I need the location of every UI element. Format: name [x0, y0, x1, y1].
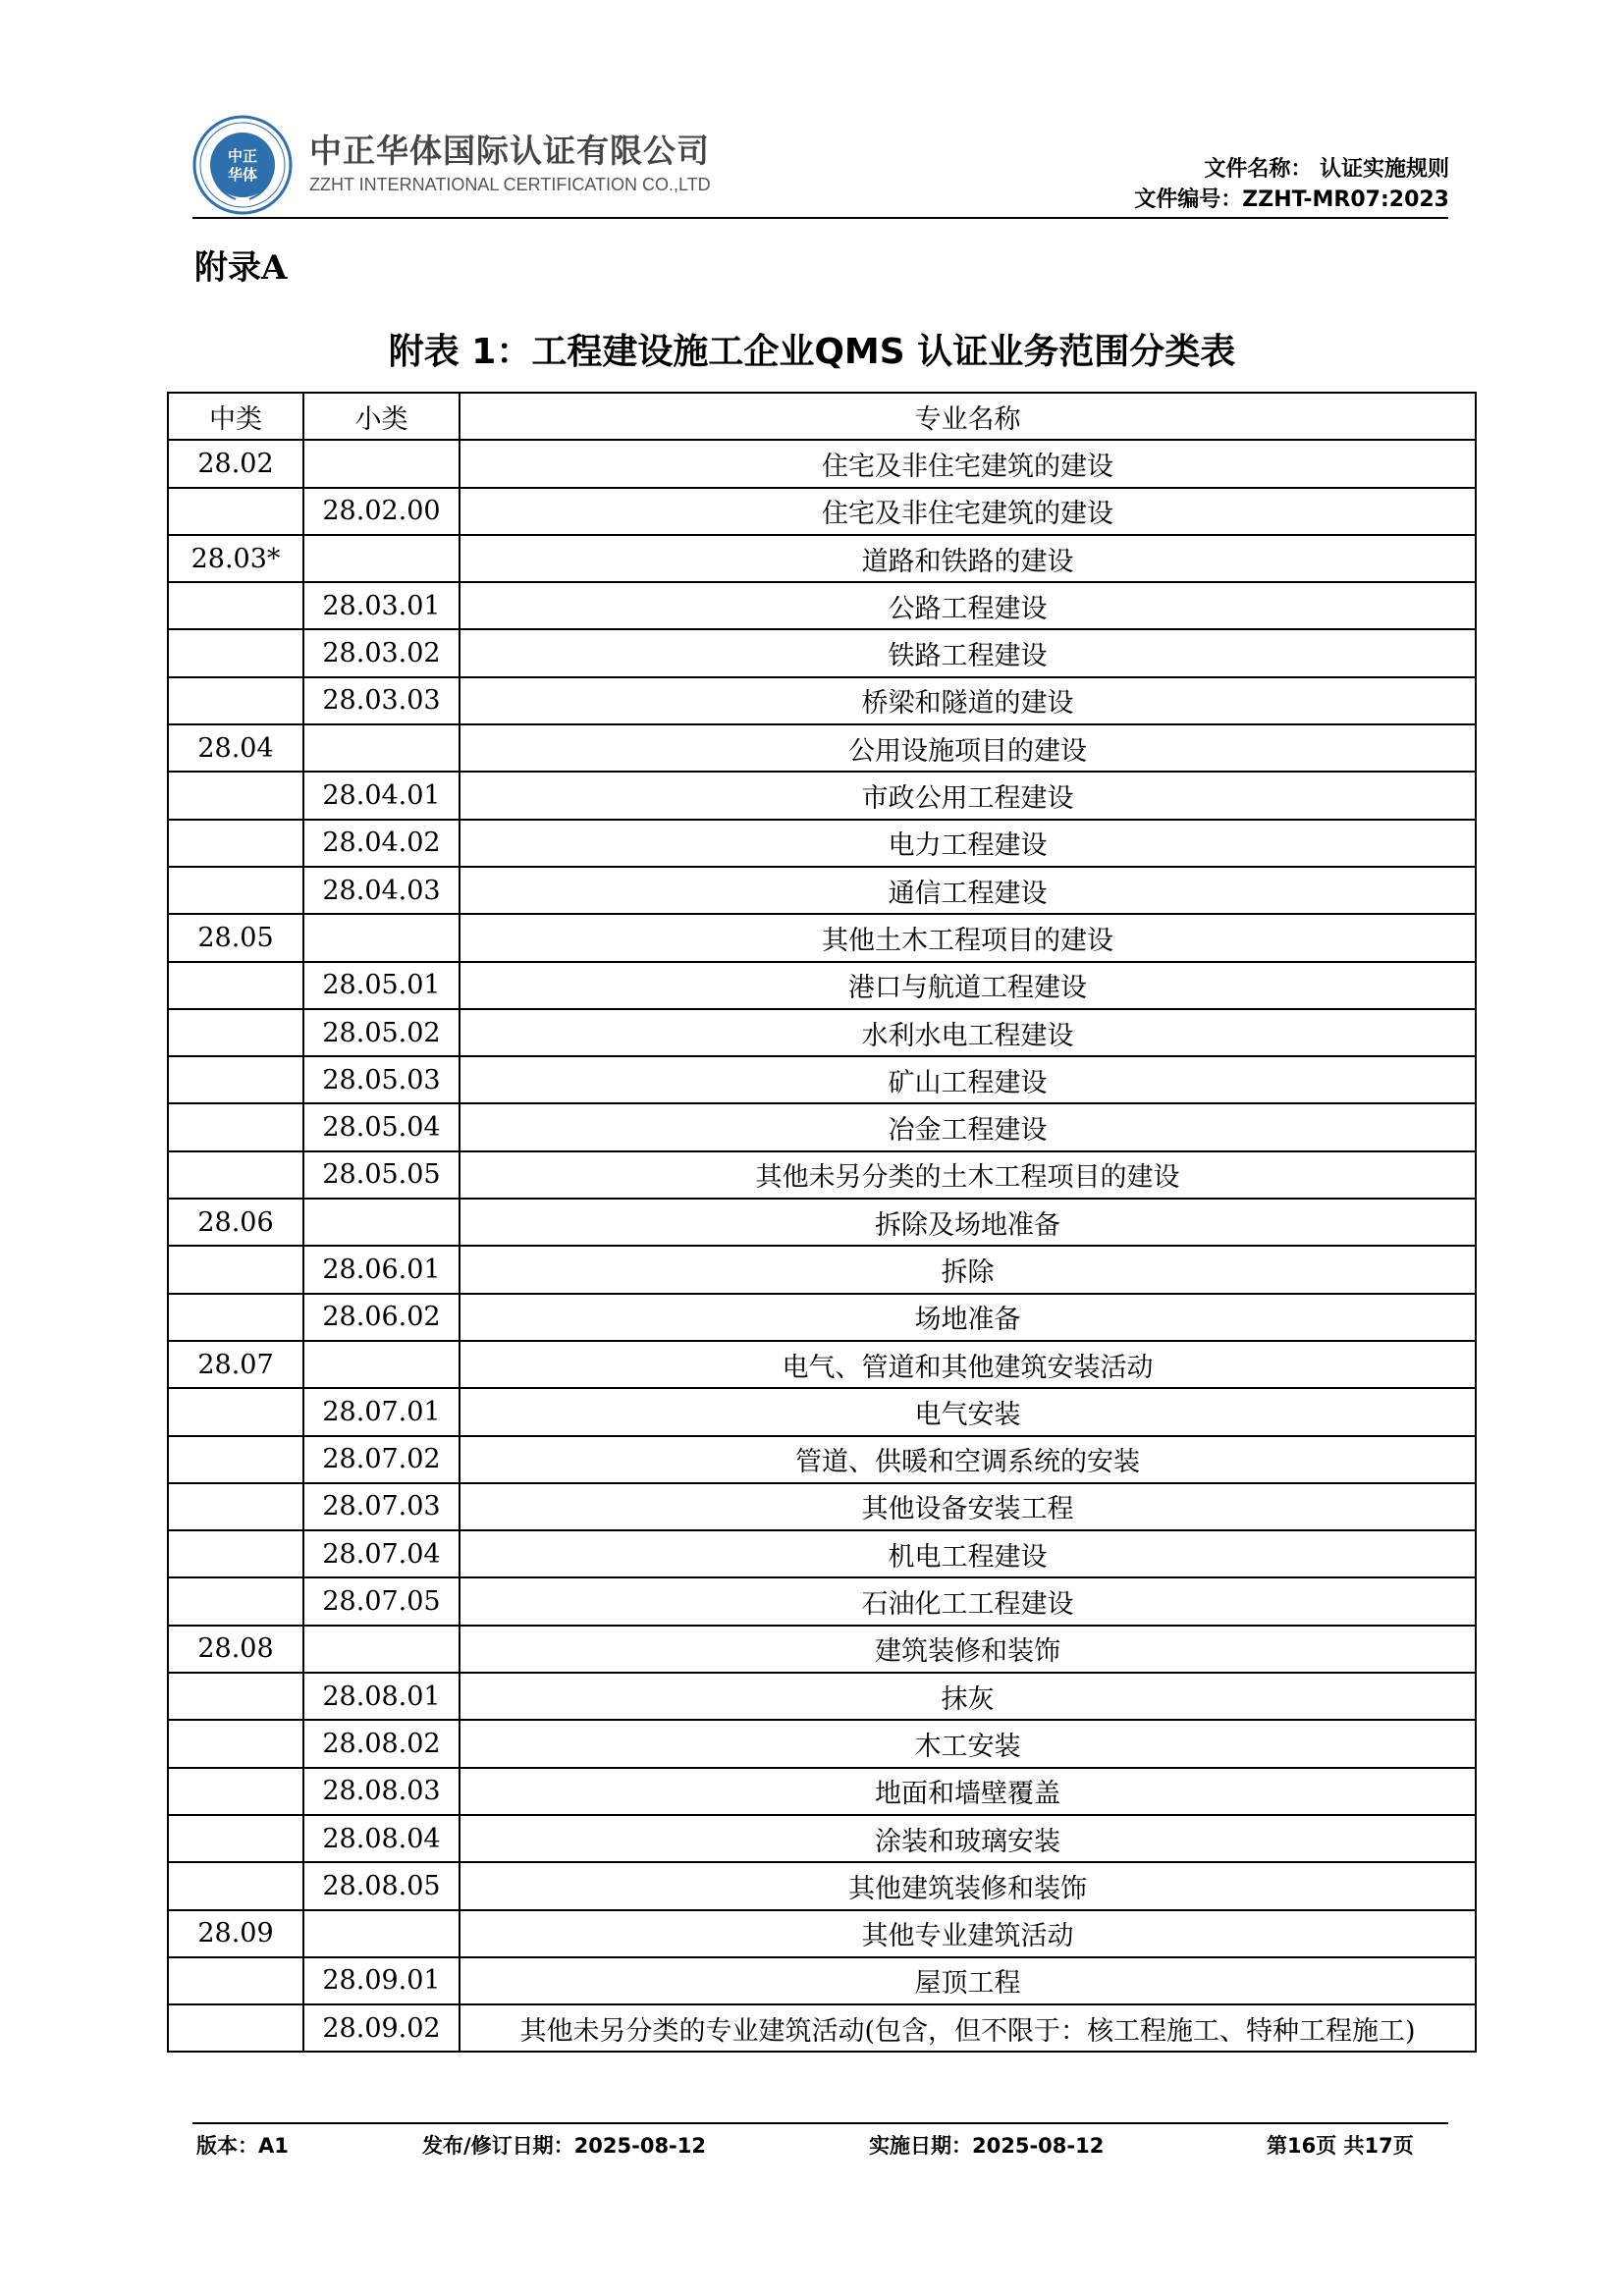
table-row	[168, 1056, 1476, 1103]
company-name-en: ZZHT INTERNATIONAL CERTIFICATION CO.,LTD	[309, 175, 711, 194]
cell-sub-class	[303, 440, 460, 487]
cell-sub-class: 28.03.03	[303, 677, 460, 724]
cell-specialty-name: 其他建筑装修和装饰	[460, 1862, 1476, 1909]
table-row	[168, 1341, 1476, 1388]
cell-specialty-name: 电力工程建设	[460, 820, 1476, 867]
cell-specialty-name: 住宅及非住宅建筑的建设	[460, 440, 1476, 487]
table-row	[168, 488, 1476, 535]
cell-middle-class	[168, 677, 303, 724]
cell-specialty-name: 市政公用工程建设	[460, 772, 1476, 819]
cell-sub-class: 28.03.01	[303, 582, 460, 629]
header-divider	[192, 217, 1448, 219]
cell-sub-class	[303, 1341, 460, 1388]
cell-middle-class	[168, 1103, 303, 1150]
cell-specialty-name: 港口与航道工程建设	[460, 962, 1476, 1009]
cell-sub-class	[303, 724, 460, 772]
table-row	[168, 1626, 1476, 1673]
cell-middle-class	[168, 629, 303, 676]
cell-sub-class	[303, 1626, 460, 1673]
table-row	[168, 1530, 1476, 1577]
cell-specialty-name: 涂装和玻璃安装	[460, 1815, 1476, 1862]
cell-sub-class: 28.05.01	[303, 962, 460, 1009]
cell-middle-class	[168, 1577, 303, 1625]
cell-specialty-name: 木工安装	[460, 1720, 1476, 1767]
logo-text-bottom: 华体	[227, 166, 258, 184]
cell-specialty-name: 公路工程建设	[460, 582, 1476, 629]
cell-specialty-name: 桥梁和隧道的建设	[460, 677, 1476, 724]
table-row	[168, 724, 1476, 772]
cell-middle-class	[168, 1294, 303, 1341]
company-logo	[192, 115, 293, 215]
cell-sub-class: 28.05.03	[303, 1056, 460, 1103]
table-row	[168, 1910, 1476, 1957]
table-row	[168, 962, 1476, 1009]
cell-sub-class: 28.05.04	[303, 1103, 460, 1150]
cell-sub-class: 28.05.02	[303, 1009, 460, 1056]
table-row	[168, 1388, 1476, 1435]
table-row	[168, 1957, 1476, 2004]
cell-middle-class	[168, 488, 303, 535]
cell-middle-class	[168, 1862, 303, 1909]
table-row	[168, 1815, 1476, 1862]
cell-sub-class: 28.04.02	[303, 820, 460, 867]
cell-sub-class: 28.06.01	[303, 1246, 460, 1293]
cell-specialty-name: 建筑装修和装饰	[460, 1626, 1476, 1673]
cell-middle-class: 28.05	[168, 914, 303, 961]
scope-classification-table	[167, 392, 1477, 2053]
cell-sub-class: 28.08.03	[303, 1768, 460, 1815]
cell-specialty-name: 其他未另分类的土木工程项目的建设	[460, 1151, 1476, 1199]
footer-page-number: 第16页 共17页	[1267, 2134, 1414, 2158]
table-row	[168, 1009, 1476, 1056]
cell-specialty-name: 电气、管道和其他建筑安装活动	[460, 1341, 1476, 1388]
cell-sub-class: 28.07.04	[303, 1530, 460, 1577]
cell-sub-class: 28.09.01	[303, 1957, 460, 2004]
cell-specialty-name: 其他专业建筑活动	[460, 1910, 1476, 1957]
column-header-middle-class: 中类	[168, 393, 303, 440]
cell-sub-class: 28.08.04	[303, 1815, 460, 1862]
cell-sub-class: 28.07.01	[303, 1388, 460, 1435]
cell-specialty-name: 管道、供暖和空调系统的安装	[460, 1436, 1476, 1483]
cell-sub-class	[303, 1910, 460, 1957]
cell-sub-class: 28.07.05	[303, 1577, 460, 1625]
cell-sub-class: 28.07.03	[303, 1483, 460, 1530]
cell-sub-class: 28.08.05	[303, 1862, 460, 1909]
cell-specialty-name: 通信工程建设	[460, 867, 1476, 914]
cell-specialty-name: 公用设施项目的建设	[460, 724, 1476, 772]
cell-specialty-name: 其他土木工程项目的建设	[460, 914, 1476, 961]
cell-middle-class: 28.09	[168, 1910, 303, 1957]
cell-sub-class: 28.06.02	[303, 1294, 460, 1341]
cell-specialty-name: 冶金工程建设	[460, 1103, 1476, 1150]
column-header-sub-class: 小类	[303, 393, 460, 440]
cell-sub-class: 28.04.03	[303, 867, 460, 914]
cell-specialty-name: 住宅及非住宅建筑的建设	[460, 488, 1476, 535]
cell-specialty-name: 铁路工程建设	[460, 629, 1476, 676]
table-row	[168, 1294, 1476, 1341]
cell-sub-class: 28.03.02	[303, 629, 460, 676]
column-header-specialty-name: 专业名称	[460, 393, 1476, 440]
footer-issue-date: 发布/修订日期：2025-08-12	[422, 2134, 706, 2158]
cell-sub-class: 28.04.01	[303, 772, 460, 819]
cell-middle-class	[168, 1436, 303, 1483]
document-number: 文件编号：ZZHT-MR07:2023	[1134, 187, 1449, 212]
table-row	[168, 1862, 1476, 1909]
table-row	[168, 440, 1476, 487]
cell-middle-class	[168, 1009, 303, 1056]
cell-specialty-name: 其他设备安装工程	[460, 1483, 1476, 1530]
table-row	[168, 1199, 1476, 1246]
table-row	[168, 1768, 1476, 1815]
cell-middle-class	[168, 1483, 303, 1530]
cell-specialty-name: 拆除及场地准备	[460, 1199, 1476, 1246]
appendix-label: 附录A	[194, 248, 288, 288]
table-row	[168, 914, 1476, 961]
cell-middle-class	[168, 867, 303, 914]
cell-middle-class	[168, 1768, 303, 1815]
cell-specialty-name: 屋顶工程	[460, 1957, 1476, 2004]
footer-effective-date: 实施日期：2025-08-12	[869, 2134, 1105, 2158]
cell-specialty-name: 矿山工程建设	[460, 1056, 1476, 1103]
cell-sub-class	[303, 914, 460, 961]
cell-middle-class	[168, 1673, 303, 1720]
cell-middle-class	[168, 1530, 303, 1577]
cell-sub-class	[303, 1199, 460, 1246]
cell-middle-class: 28.06	[168, 1199, 303, 1246]
cell-sub-class: 28.09.02	[303, 2004, 460, 2052]
table-row	[168, 1483, 1476, 1530]
cell-specialty-name: 场地准备	[460, 1294, 1476, 1341]
table-row	[168, 1151, 1476, 1199]
table-body	[168, 440, 1476, 2052]
cell-specialty-name: 拆除	[460, 1246, 1476, 1293]
cell-middle-class: 28.02	[168, 440, 303, 487]
cell-middle-class: 28.08	[168, 1626, 303, 1673]
cell-middle-class: 28.07	[168, 1341, 303, 1388]
cell-specialty-name: 道路和铁路的建设	[460, 535, 1476, 582]
table-row	[168, 820, 1476, 867]
table-title: 附表 1：工程建设施工企业QMS 认证业务范围分类表	[388, 332, 1236, 372]
cell-sub-class	[303, 535, 460, 582]
footer-divider	[192, 2122, 1448, 2124]
cell-middle-class	[168, 1957, 303, 2004]
table-row	[168, 677, 1476, 724]
cell-sub-class: 28.05.05	[303, 1151, 460, 1199]
table-row	[168, 582, 1476, 629]
table-row	[168, 1246, 1476, 1293]
cell-specialty-name: 地面和墙壁覆盖	[460, 1768, 1476, 1815]
cell-specialty-name: 电气安装	[460, 1388, 1476, 1435]
cell-middle-class: 28.03*	[168, 535, 303, 582]
table-row	[168, 2004, 1476, 2052]
document-name: 文件名称： 认证实施规则	[1204, 157, 1449, 182]
cell-middle-class	[168, 1056, 303, 1103]
cell-sub-class: 28.02.00	[303, 488, 460, 535]
cell-middle-class: 28.04	[168, 724, 303, 772]
cell-sub-class: 28.07.02	[303, 1436, 460, 1483]
logo-text-top: 中正	[227, 147, 258, 165]
footer-version: 版本：A1	[196, 2134, 289, 2158]
cell-middle-class	[168, 582, 303, 629]
cell-middle-class	[168, 1151, 303, 1199]
table-row	[168, 1577, 1476, 1625]
cell-middle-class	[168, 962, 303, 1009]
cell-middle-class	[168, 1388, 303, 1435]
cell-middle-class	[168, 1246, 303, 1293]
cell-specialty-name: 石油化工工程建设	[460, 1577, 1476, 1625]
cell-specialty-name: 水利水电工程建设	[460, 1009, 1476, 1056]
cell-middle-class	[168, 820, 303, 867]
cell-specialty-name: 抹灰	[460, 1673, 1476, 1720]
table-header-row	[168, 393, 1476, 440]
table-row	[168, 535, 1476, 582]
table-row	[168, 1436, 1476, 1483]
cell-middle-class	[168, 1815, 303, 1862]
table-row	[168, 1720, 1476, 1767]
cell-specialty-name: 机电工程建设	[460, 1530, 1476, 1577]
table-row	[168, 629, 1476, 676]
company-name-cn: 中正华体国际认证有限公司	[309, 132, 710, 170]
table-row	[168, 1103, 1476, 1150]
cell-sub-class: 28.08.01	[303, 1673, 460, 1720]
table-row	[168, 867, 1476, 914]
cell-middle-class	[168, 772, 303, 819]
table-row	[168, 1673, 1476, 1720]
table-row	[168, 772, 1476, 819]
cell-middle-class	[168, 1720, 303, 1767]
cell-middle-class	[168, 2004, 303, 2052]
cell-specialty-name: 其他未另分类的专业建筑活动(包含，但不限于：核工程施工、特种工程施工)	[460, 2004, 1476, 2052]
cell-sub-class: 28.08.02	[303, 1720, 460, 1767]
